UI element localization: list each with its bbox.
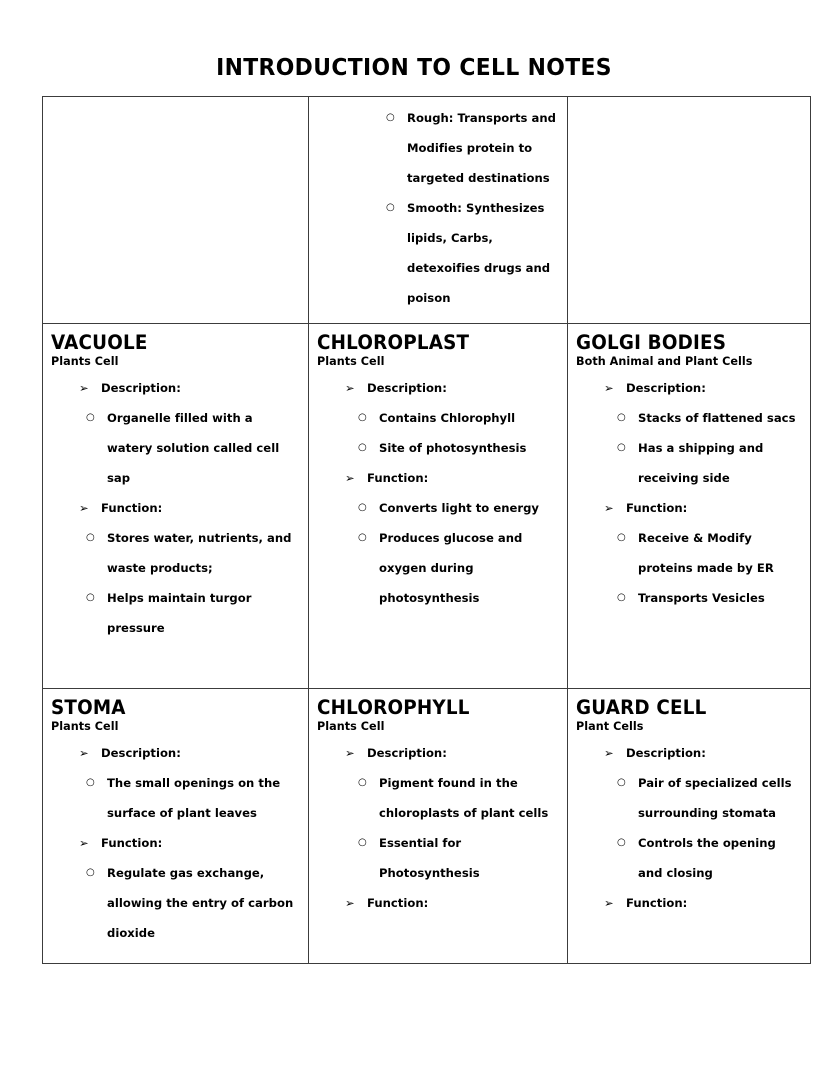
circle-bullet-icon: ○	[358, 776, 367, 788]
bullet-list	[51, 738, 300, 768]
circle-bullet-icon: ○	[617, 411, 626, 423]
bullet-list	[576, 738, 802, 768]
bullet-sublist	[51, 403, 300, 493]
bullet-list	[576, 493, 802, 523]
cell-body	[43, 689, 308, 963]
list-item	[79, 493, 300, 523]
bullet-list	[576, 888, 802, 918]
list-item	[85, 768, 300, 828]
bullet-sublist	[317, 493, 559, 613]
bullet-sublist	[51, 768, 300, 828]
list-item-text: Function:	[367, 470, 429, 485]
organelle-heading: VACUOLE	[51, 331, 148, 354]
table-cell-er-continuation	[309, 97, 568, 324]
table-cell-empty-left	[43, 97, 309, 324]
list-item-text: Controls the opening and closing	[638, 835, 776, 880]
list-item-text: Has a shipping and receiving side	[638, 440, 764, 485]
table-cell-vacuole	[43, 324, 309, 689]
circle-bullet-icon: ○	[86, 776, 95, 788]
table-row	[43, 324, 811, 689]
organelle-subtitle: Plants Cell	[317, 719, 385, 733]
list-item	[345, 738, 559, 768]
list-item-text: Function:	[367, 895, 429, 910]
list-item	[79, 373, 300, 403]
list-item	[604, 888, 802, 918]
arrow-bullet-icon: ➢	[345, 470, 355, 485]
list-item	[85, 523, 300, 583]
circle-bullet-icon: ○	[617, 531, 626, 543]
list-item	[616, 433, 802, 493]
bullet-list	[51, 493, 300, 523]
circle-bullet-icon: ○	[617, 836, 626, 848]
bullet-sublist	[317, 403, 559, 463]
arrow-bullet-icon: ➢	[345, 745, 355, 760]
list-item	[357, 768, 559, 828]
list-item-text: Stores water, nutrients, and waste products;	[107, 530, 292, 575]
arrow-bullet-icon: ➢	[79, 745, 89, 760]
list-item	[604, 493, 802, 523]
list-item-text: Smooth: Synthesizes lipids, Carbs, detexoifies drugs and poison	[407, 201, 551, 305]
organelle-heading: STOMA	[51, 696, 126, 719]
list-item	[357, 403, 559, 433]
list-item-text: Converts light to energy	[379, 500, 540, 515]
list-item	[357, 523, 559, 613]
list-item	[357, 433, 559, 463]
bullet-sublist	[576, 768, 802, 888]
organelle-subtitle: Plants Cell	[317, 354, 385, 368]
list-item	[604, 738, 802, 768]
list-item-text: Rough: Transports and Modifies protein to targeted destinations	[407, 111, 556, 185]
page-title: INTRODUCTION TO CELL NOTES	[216, 53, 612, 81]
bullet-sublist	[576, 523, 802, 613]
bullet-list	[317, 103, 559, 313]
cell-body	[309, 689, 567, 963]
list-item-text: Function:	[626, 500, 688, 515]
bullet-list	[317, 738, 559, 768]
arrow-bullet-icon: ➢	[345, 380, 355, 395]
list-item	[345, 463, 559, 493]
list-item	[357, 493, 559, 523]
empty-cell-body	[43, 97, 308, 297]
bullet-sublist	[317, 768, 559, 888]
list-item	[616, 768, 802, 828]
bullet-list	[317, 373, 559, 403]
circle-bullet-icon: ○	[617, 441, 626, 453]
table-cell-chloroplast	[309, 324, 568, 689]
list-item-text: Produces glucose and oxygen during photosynthesis	[379, 530, 523, 605]
list-item-text: Function:	[626, 895, 688, 910]
cell-notes-table	[42, 96, 811, 964]
circle-bullet-icon: ○	[86, 411, 95, 423]
circle-bullet-icon: ○	[358, 411, 367, 423]
list-item	[616, 523, 802, 583]
cell-body	[43, 324, 308, 688]
bullet-list	[317, 463, 559, 493]
table-cell-stoma	[43, 689, 309, 964]
circle-bullet-icon: ○	[617, 776, 626, 788]
list-item	[385, 103, 559, 193]
circle-bullet-icon: ○	[386, 202, 395, 213]
arrow-bullet-icon: ➢	[79, 500, 89, 515]
list-item-text: Contains Chlorophyll	[379, 410, 516, 425]
arrow-bullet-icon: ➢	[604, 380, 614, 395]
list-item-text: Function:	[101, 835, 163, 850]
list-item	[385, 193, 559, 313]
list-item-text: Organelle filled with a watery solution called cell sap	[107, 410, 280, 485]
list-item-text: Regulate gas exchange, allowing the entry of carbon dioxide	[107, 865, 294, 940]
organelle-subtitle: Both Animal and Plant Cells	[576, 354, 753, 368]
bullet-sublist	[51, 523, 300, 643]
list-item	[357, 828, 559, 888]
list-item-text: Essential for Photosynthesis	[379, 835, 480, 880]
list-item-text: Pair of specialized cells surrounding stomata	[638, 775, 792, 820]
list-item	[345, 373, 559, 403]
circle-bullet-icon: ○	[358, 441, 367, 453]
circle-bullet-icon: ○	[386, 112, 395, 123]
arrow-bullet-icon: ➢	[604, 895, 614, 910]
bullet-sublist	[51, 858, 300, 948]
table-row	[43, 97, 811, 324]
list-item-text: The small openings on the surface of plant leaves	[107, 775, 281, 820]
list-item-text: Description:	[626, 745, 706, 760]
organelle-heading: GOLGI BODIES	[576, 331, 727, 354]
list-item-text: Helps maintain turgor pressure	[107, 590, 252, 635]
circle-bullet-icon: ○	[86, 591, 95, 603]
organelle-heading: CHLOROPLAST	[317, 331, 470, 354]
circle-bullet-icon: ○	[358, 501, 367, 513]
organelle-subtitle: Plants Cell	[51, 719, 119, 733]
cell-body	[568, 689, 810, 963]
arrow-bullet-icon: ➢	[604, 500, 614, 515]
cell-body	[309, 324, 567, 688]
arrow-bullet-icon: ➢	[604, 745, 614, 760]
bullet-list	[317, 888, 559, 918]
cell-body	[309, 97, 567, 323]
bullet-sublist	[576, 403, 802, 493]
circle-bullet-icon: ○	[86, 531, 95, 543]
list-item-text: Description:	[367, 745, 447, 760]
table-cell-chlorophyll	[309, 689, 568, 964]
table-cell-empty-right	[568, 97, 811, 324]
list-item	[85, 858, 300, 948]
list-item-text: Function:	[101, 500, 163, 515]
list-item	[604, 373, 802, 403]
table-cell-golgi-bodies	[568, 324, 811, 689]
list-item-text: Pigment found in the chloroplasts of plant cells	[379, 775, 549, 820]
arrow-bullet-icon: ➢	[79, 380, 89, 395]
list-item-text: Transports Vesicles	[638, 590, 765, 605]
arrow-bullet-icon: ➢	[79, 835, 89, 850]
table-row	[43, 689, 811, 964]
organelle-heading: CHLOROPHYLL	[317, 696, 470, 719]
list-item-text: Description:	[101, 380, 181, 395]
list-item	[85, 583, 300, 643]
list-item	[345, 888, 559, 918]
list-item	[79, 738, 300, 768]
list-item-text: Description:	[626, 380, 706, 395]
circle-bullet-icon: ○	[86, 866, 95, 878]
list-item	[85, 403, 300, 493]
list-item-text: Stacks of flattened sacs	[638, 410, 796, 425]
organelle-heading: GUARD CELL	[576, 696, 707, 719]
table-cell-guard-cell	[568, 689, 811, 964]
circle-bullet-icon: ○	[617, 591, 626, 603]
arrow-bullet-icon: ➢	[345, 895, 355, 910]
bullet-list	[51, 828, 300, 858]
list-item-text: Receive & Modify proteins made by ER	[638, 530, 774, 575]
list-item	[616, 403, 802, 433]
cell-body	[568, 324, 810, 688]
list-item	[616, 828, 802, 888]
list-item-text: Description:	[367, 380, 447, 395]
organelle-subtitle: Plants Cell	[51, 354, 119, 368]
circle-bullet-icon: ○	[358, 836, 367, 848]
list-item-text: Site of photosynthesis	[379, 440, 527, 455]
circle-bullet-icon: ○	[358, 531, 367, 543]
organelle-subtitle: Plant Cells	[576, 719, 644, 733]
list-item	[616, 583, 802, 613]
bullet-list	[51, 373, 300, 403]
empty-cell-body	[568, 97, 810, 297]
bullet-list	[576, 373, 802, 403]
list-item-text: Description:	[101, 745, 181, 760]
list-item	[79, 828, 300, 858]
